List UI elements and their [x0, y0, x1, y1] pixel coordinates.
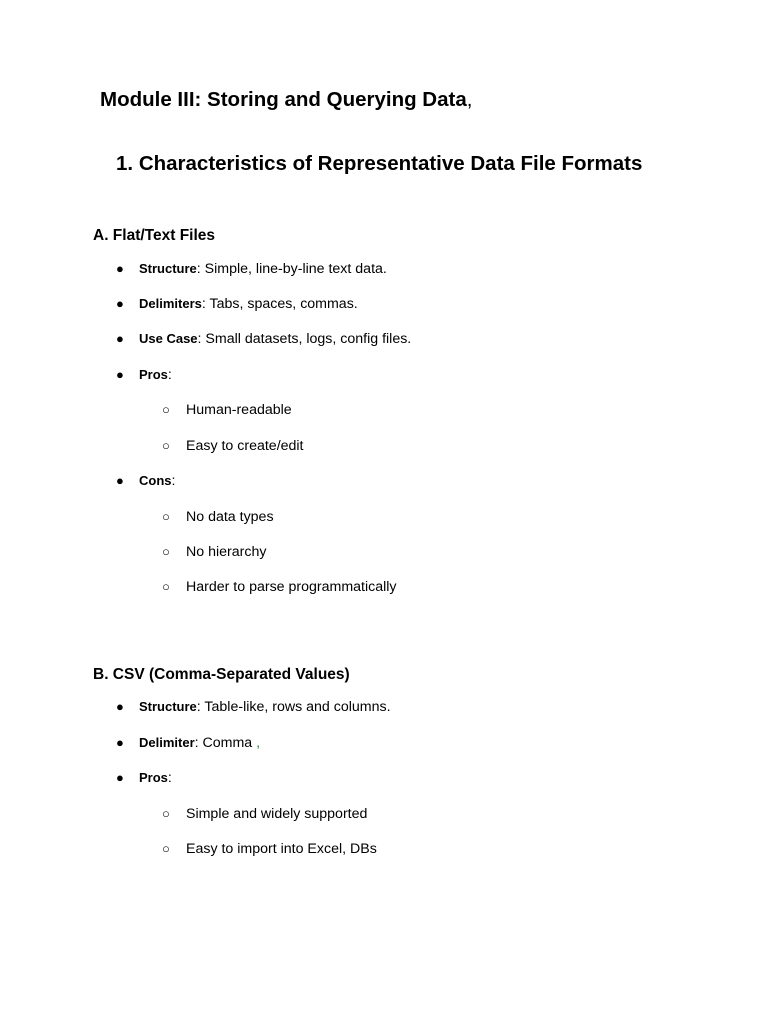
- bullet-icon: ●: [116, 699, 124, 714]
- desc-use-case: : Small datasets, logs, config files.: [197, 331, 412, 347]
- hollow-bullet-icon: ○: [162, 402, 170, 417]
- term-pros: Pros: [139, 367, 168, 382]
- hollow-bullet-icon: ○: [162, 544, 170, 559]
- pro-text: Human-readable: [186, 402, 292, 418]
- bullet-icon: ●: [116, 735, 124, 750]
- bullet-icon: ●: [116, 261, 124, 276]
- term-cons: Cons: [139, 473, 172, 488]
- page-title-text: Module III: Storing and Querying Data: [100, 88, 467, 111]
- desc-structure: : Table-like, rows and columns.: [196, 699, 391, 715]
- desc-structure: : Simple, line-by-line text data.: [196, 261, 387, 277]
- term-use-case: Use Case: [139, 331, 198, 346]
- con-text: No data types: [186, 509, 274, 525]
- con-text: Harder to parse programmatically: [186, 579, 397, 595]
- hollow-bullet-icon: ○: [162, 438, 170, 453]
- delimiter-symbol: ,: [256, 735, 261, 751]
- term-delimiter: Delimiter: [139, 735, 195, 750]
- bullet-icon: ●: [116, 367, 124, 382]
- term-pros: Pros: [139, 770, 168, 785]
- page-title-trailing-comma: ,: [466, 88, 473, 111]
- page-title: [100, 86, 472, 114]
- desc-delimiters: : Tabs, spaces, commas.: [201, 296, 358, 312]
- desc-delimiter: : Comma: [194, 735, 257, 751]
- hollow-bullet-icon: ○: [162, 509, 170, 524]
- section-heading: [93, 150, 653, 178]
- hollow-bullet-icon: ○: [162, 579, 170, 594]
- pro-text: Easy to import into Excel, DBs: [186, 841, 377, 857]
- hollow-bullet-icon: ○: [162, 841, 170, 856]
- bullet-icon: ●: [116, 331, 124, 346]
- section-title: Characteristics of Representative Data File Formats: [138, 152, 643, 175]
- bullet-icon: ●: [116, 770, 124, 785]
- hollow-bullet-icon: ○: [162, 806, 170, 821]
- pros-colon: :: [167, 770, 172, 786]
- bullet-icon: ●: [116, 473, 124, 488]
- cons-colon: :: [171, 473, 176, 489]
- subsection-a-heading: A. Flat/Text Files: [93, 227, 216, 244]
- term-structure: Structure: [139, 699, 197, 714]
- bullet-icon: ●: [116, 296, 124, 311]
- term-structure: Structure: [139, 261, 197, 276]
- pro-text: Easy to create/edit: [186, 438, 304, 454]
- section-number: 1.: [116, 152, 134, 175]
- con-text: No hierarchy: [186, 544, 267, 560]
- pro-text: Simple and widely supported: [186, 806, 368, 822]
- pros-colon: :: [167, 367, 172, 383]
- term-delimiters: Delimiters: [139, 296, 202, 311]
- subsection-b-heading: B. CSV (Comma-Separated Values): [93, 666, 350, 683]
